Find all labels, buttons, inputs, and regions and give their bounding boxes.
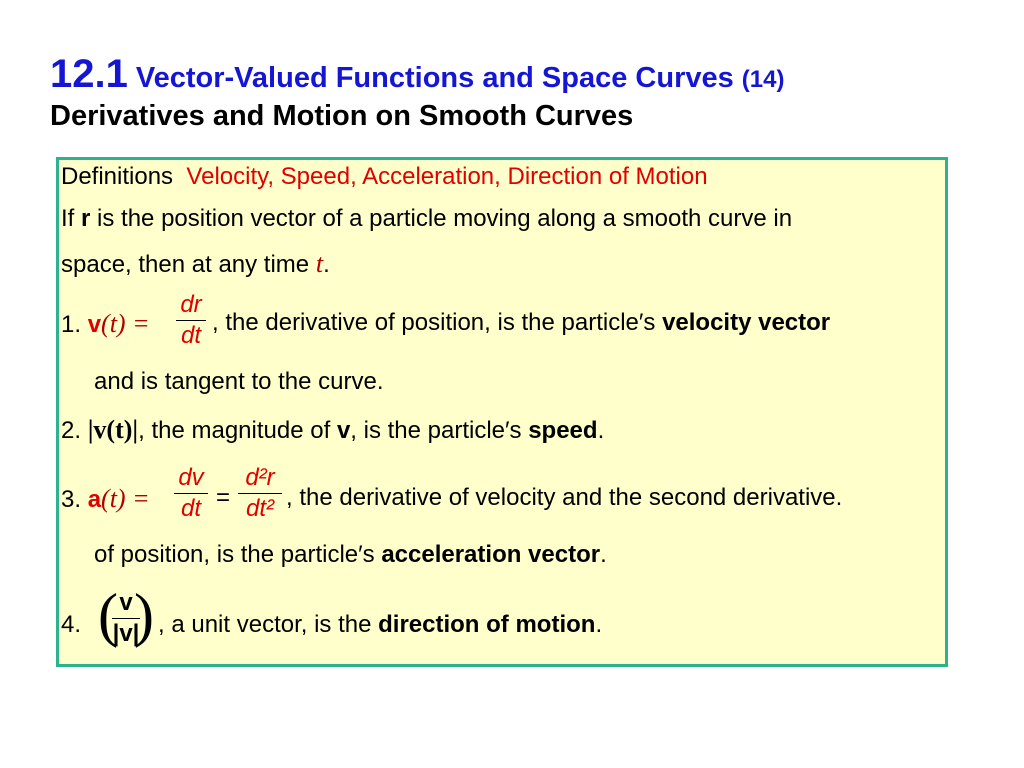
intro-line-1	[61, 205, 792, 233]
item1-t: (t) =	[101, 309, 150, 338]
item3-t: (t) =	[101, 484, 150, 513]
intro-text-c: space, then at any time	[61, 251, 310, 278]
item2-expr: |v(t)|	[87, 415, 139, 444]
item3-frac1-num: dv	[178, 464, 204, 491]
intro-period: .	[323, 251, 330, 278]
intro-text-b: is the position vector of a particle moving along a smooth curve in	[97, 205, 793, 232]
item1-term: velocity vector	[662, 309, 831, 336]
slide-title	[50, 52, 784, 97]
item1-text: , the derivative of position, is the particle′s	[212, 309, 656, 336]
item4-right-paren: )	[134, 582, 154, 648]
item3-equals: =	[216, 484, 231, 511]
item4-term: direction of motion	[378, 611, 596, 638]
item3-term: acceleration vector	[381, 541, 601, 568]
item4-frac-den: |v|	[112, 620, 140, 647]
item2-number: 2.	[61, 417, 82, 444]
item1-v: v	[87, 311, 102, 338]
intro-text-a: If	[61, 205, 75, 232]
item1-number: 1.	[61, 311, 82, 338]
item1-line	[61, 309, 150, 339]
item3-continuation	[94, 541, 607, 569]
item1-text-line	[212, 309, 830, 337]
item3-end: .	[600, 541, 607, 568]
item4-end: .	[595, 611, 603, 638]
item3-fraction-1	[174, 465, 208, 522]
item3-frac1-den: dt	[180, 495, 201, 522]
item3-frac1-bar	[174, 493, 208, 494]
item1-continuation: and is tangent to the curve.	[94, 368, 384, 395]
definitions-topics: Velocity, Speed, Acceleration, Direction of Motion	[186, 163, 708, 190]
item3-cont-text: of position, is the particle′s	[94, 541, 375, 568]
item1-frac-bar	[176, 320, 206, 321]
definitions-heading	[61, 163, 708, 191]
item3-a: a	[87, 486, 102, 513]
item2-text-b: , is the particle′s	[350, 417, 522, 444]
item4-fraction	[98, 584, 154, 647]
item1-frac-den: dt	[180, 322, 201, 349]
item3-fraction-2	[238, 465, 282, 522]
item3-line	[61, 484, 150, 514]
item4-number: 4.	[61, 611, 82, 638]
slide-subtitle: Derivatives and Motion on Smooth Curves	[50, 100, 634, 132]
item4-frac-num: v	[119, 589, 133, 616]
item3-frac2-den: dt²	[245, 495, 274, 522]
item2-term: speed	[528, 417, 598, 444]
item2-v: v	[336, 417, 351, 444]
item3-number: 3.	[61, 486, 82, 513]
section-title: Vector-Valued Functions and Space Curves	[135, 62, 734, 94]
item4-line	[158, 611, 602, 639]
intro-t: t	[315, 249, 324, 278]
item2-text-a: , the magnitude of	[138, 417, 331, 444]
item3-frac2-bar	[238, 493, 282, 494]
intro-r: r	[81, 205, 91, 232]
definitions-box	[56, 157, 948, 667]
item4-text: , a unit vector, is the	[158, 611, 372, 638]
section-part: (14)	[741, 66, 785, 93]
item3-text: , the derivative of velocity and the second derivative.	[286, 484, 843, 511]
item1-fraction	[176, 292, 206, 349]
item2-line	[61, 415, 604, 445]
definitions-label: Definitions	[61, 163, 174, 190]
item4-left-paren: (	[98, 582, 118, 648]
item3-frac2-num: d²r	[245, 464, 275, 491]
item2-end: .	[597, 417, 605, 444]
intro-line-2	[61, 249, 330, 279]
section-number: 12.1	[50, 52, 128, 96]
item1-frac-num: dr	[180, 291, 202, 318]
